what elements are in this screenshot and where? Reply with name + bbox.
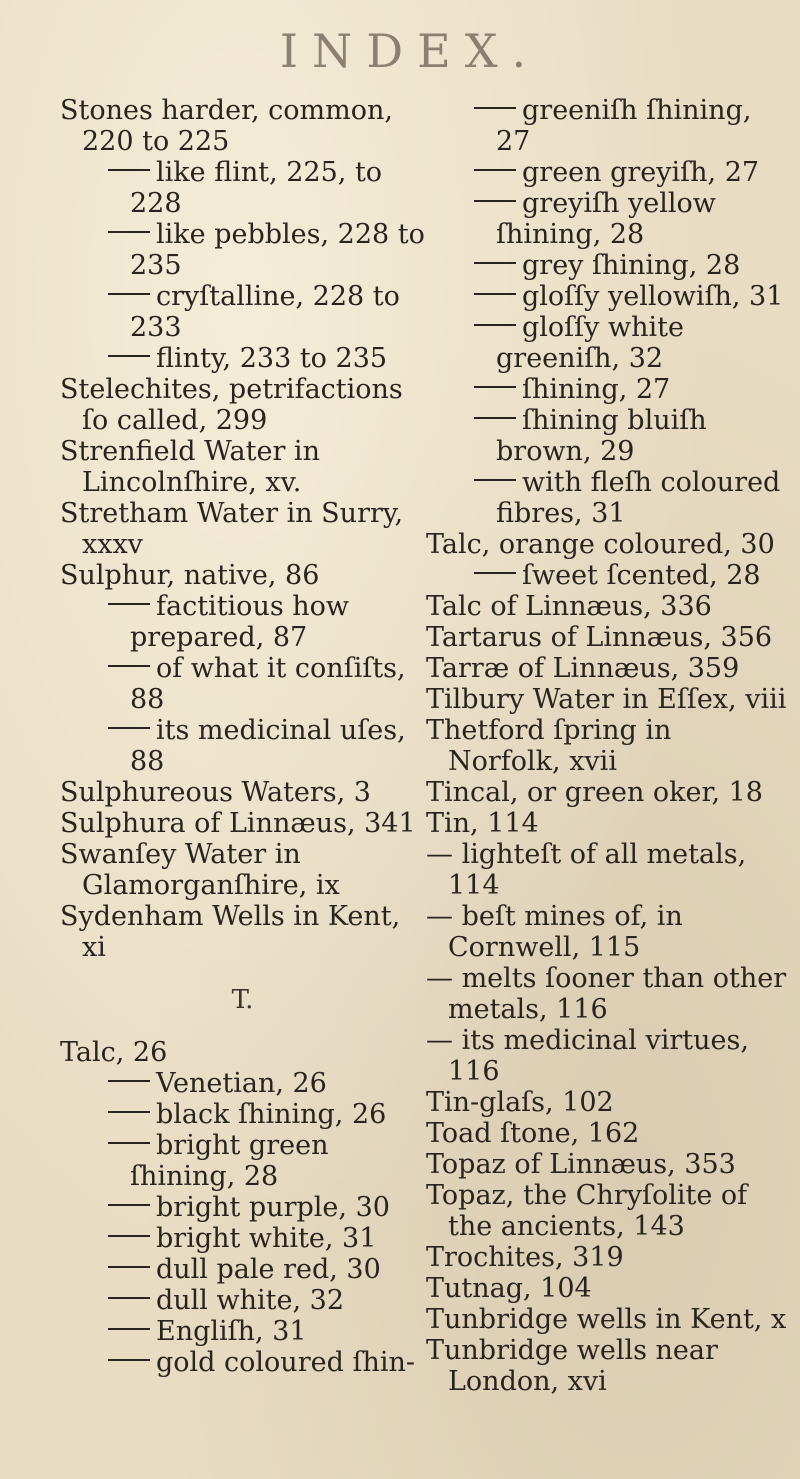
index-entry: with fleſh coloured fibres, 31: [426, 467, 791, 529]
index-entry: like flint, 225, to 228: [60, 157, 425, 219]
index-entry: Trochites, 319: [426, 1242, 624, 1273]
index-entry: Tilbury Water in Eſſex, viii: [426, 684, 787, 715]
index-entry: black ſhining, 26: [60, 1099, 425, 1130]
index-entry: its medicinal uſes, 88: [60, 715, 425, 777]
index-entry: bright purple, 30: [60, 1192, 425, 1223]
index-entry: Topaz, the Chryſolite of the ancients, 143: [426, 1180, 748, 1242]
index-entry: Talc, orange coloured, 30: [426, 529, 775, 560]
running-header: INDEX.: [279, 24, 541, 78]
index-entry: Swanſey Water in Glamorganſhire, ix: [60, 839, 340, 901]
right-column: [426, 95, 791, 1397]
index-entry: Tin, 114: [426, 808, 539, 839]
index-entry: — melts ſooner than other metals, 116: [426, 963, 787, 1025]
index-entry: bright green ſhining, 28: [60, 1130, 425, 1192]
left-column: [60, 95, 425, 1378]
index-entry: Talc of Linnæus, 336: [426, 591, 712, 622]
index-entry: factitious how prepared, 87: [60, 591, 425, 653]
index-entry: Tincal, or green oker, 18: [426, 777, 763, 808]
index-entry: Tartarus of Linnæus, 356: [426, 622, 773, 653]
index-entry: grey ſhining, 28: [426, 250, 791, 281]
index-entry: greeniſh ſhining, 27: [426, 95, 791, 157]
index-entry: Tarræ of Linnæus, 359: [426, 653, 740, 684]
index-entry: Tunbridge wells near London, xvi: [426, 1335, 718, 1397]
index-entry: Tunbridge wells in Kent, x: [426, 1304, 787, 1335]
index-entry: bright white, 31: [60, 1223, 425, 1254]
section-letter-t: T.: [231, 985, 254, 1015]
index-entry: Topaz of Linnæus, 353: [426, 1149, 736, 1180]
index-entry: Venetian, 26: [60, 1068, 425, 1099]
index-entry: Tin-glaſs, 102: [426, 1087, 614, 1118]
index-entry: Sulphureous Waters, 3: [60, 777, 371, 808]
index-entry: gloſſy yellowiſh, 31: [426, 281, 791, 312]
index-entry: gold coloured ſhin-: [60, 1347, 425, 1378]
index-entry: — its medicinal virtues, 116: [426, 1025, 749, 1087]
index-entry: green greyiſh, 27: [426, 157, 791, 188]
index-entry: Sydenham Wells in Kent, xi: [60, 901, 401, 963]
index-entry: like pebbles, 228 to 235: [60, 219, 425, 281]
index-entry: flinty, 233 to 235: [60, 343, 425, 374]
index-entry: Toad ſtone, 162: [426, 1118, 640, 1149]
index-entry: ſhining, 27: [426, 374, 791, 405]
index-entry: ſhining bluiſh brown, 29: [426, 405, 791, 467]
index-entry: Thetford ſpring in Norfolk, xvii: [426, 715, 672, 777]
index-entry: Stones harder, common, 220 to 225: [60, 95, 393, 157]
index-entry: Engliſh, 31: [60, 1316, 425, 1347]
index-entry: — beſt mines of, in Cornwell, 115: [426, 901, 683, 963]
index-entry: Stretham Water in Surry, xxxv: [60, 498, 404, 560]
index-entry: Tutnag, 104: [426, 1273, 592, 1304]
index-entries-t: [60, 1037, 425, 1378]
index-entry: gloſſy white greeniſh, 32: [426, 312, 791, 374]
index-entries-t-continued: [426, 95, 791, 1397]
index-entry: Sulphura of Linnæus, 341: [60, 808, 416, 839]
index-entry: ſweet ſcented, 28: [426, 560, 791, 591]
index-entry: Talc, 26: [60, 1037, 168, 1068]
index-entries-s: [60, 95, 425, 963]
index-entry: — lighteſt of all metals, 114: [426, 839, 747, 901]
index-entry: greyiſh yellow ſhining, 28: [426, 188, 791, 250]
index-entry: dull white, 32: [60, 1285, 425, 1316]
index-entry: of what it conſiſts, 88: [60, 653, 425, 715]
index-entry: Strenfield Water in Lincolnſhire, xv.: [60, 436, 320, 498]
index-entry: cryſtalline, 228 to 233: [60, 281, 425, 343]
index-entry: Sulphur, native, 86: [60, 560, 320, 591]
index-entry: Stelechites, petrifactions ſo called, 299: [60, 374, 403, 436]
index-entry: dull pale red, 30: [60, 1254, 425, 1285]
